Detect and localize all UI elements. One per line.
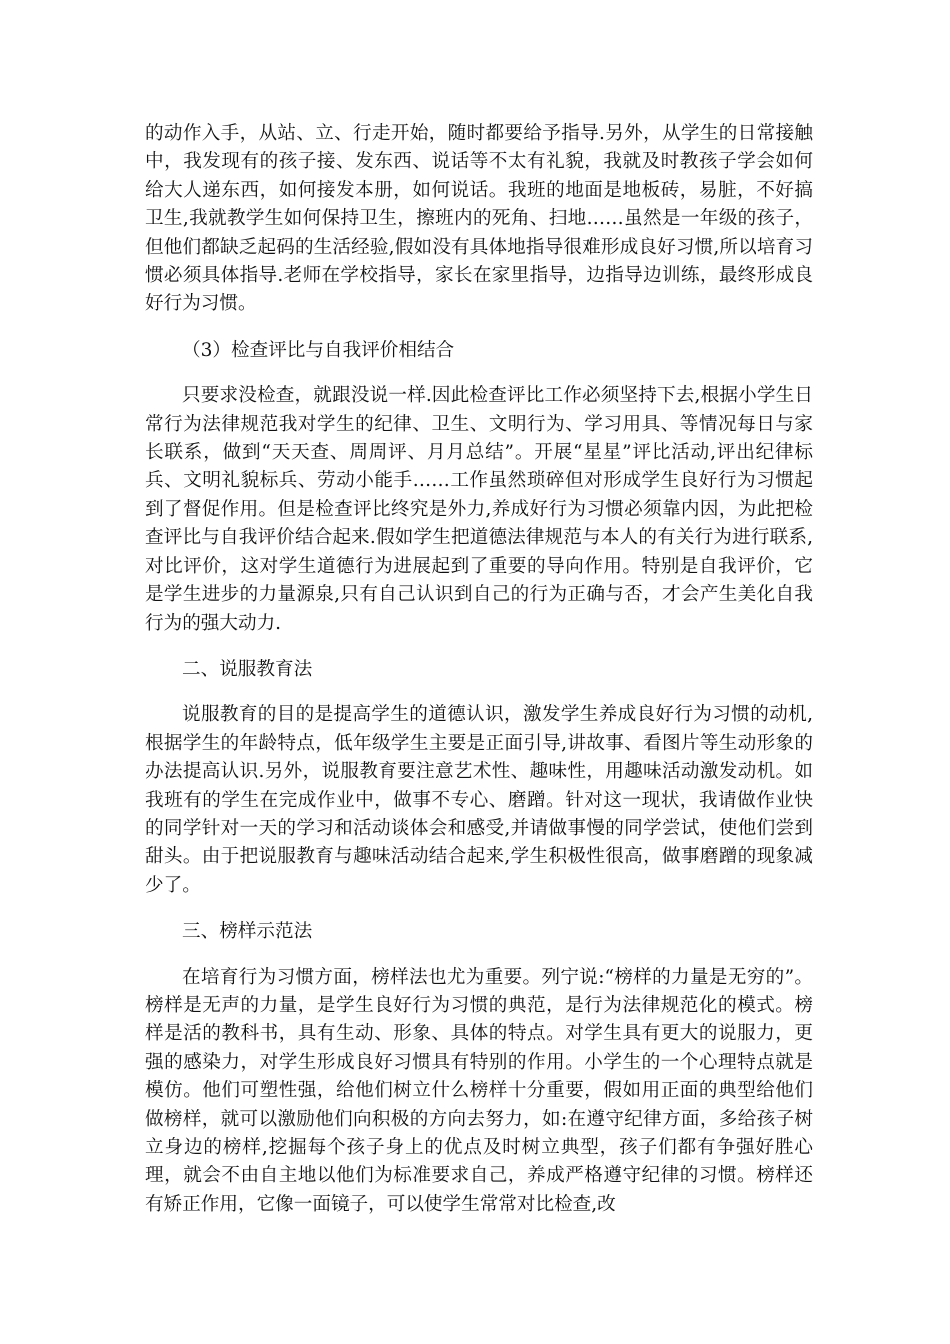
heading-persuasion-method: 二、说服教育法 — [182, 658, 313, 680]
document-body — [145, 120, 813, 1219]
paragraph-inspection-evaluation: 只要求没检查，就跟没说一样.因此检查评比工作必须坚持下去,根据小学生日常行为法律规范我对学生的纪律、卫生、文明行为、学习用具、等情况每日与家长联系，做到“天天查、周周评、月月总结”。开展“星星”评比活动,评出纪律标兵、文明礼貌标兵、劳动小能手……工作虽然琐碎但对形成学生良好行为习惯起到了督促作用。但是检查评比终究是外力,养成好行为习惯必须靠内因，为此把检查评比与自我评价结合起来.假如学生把道德法律规范与本人的有关行为进行联系,对比评价，这对学生道德行为进展起到了重要的导向作用。特别是自我评价，它是学生进步的力量源泉,只有自己认识到自己的行为正确与否，才会产生美化自我行为的强大动力. — [145, 385, 813, 634]
paragraph-role-model-method: 在培育行为习惯方面，榜样法也尤为重要。列宁说:“榜样的力量是无穷的”。榜样是无声的力量，是学生良好行为习惯的典范，是行为法律规范化的模式。榜样是活的教科书，具有生动、形象、具体的特点。对学生具有更大的说服力，更强的感染力，对学生形成良好习惯具有特别的作用。小学生的一个心理特点就是模仿。他们可塑性强，给他们树立什么榜样十分重要，假如用正面的典型给他们做榜样，就可以激励他们向积极的方向去努力，如:在遵守纪律方面，多给孩子树立身边的榜样,挖掘每个孩子身上的优点及时树立典型，孩子们都有争强好胜心理，就会不由自主地以他们为标准要求自己，养成严格遵守纪律的习惯。榜样还有矫正作用，它像一面镜子，可以使学生常常对比检查,改 — [145, 966, 813, 1215]
heading-role-model-method: 三、榜样示范法 — [182, 921, 313, 943]
heading-inspection-evaluation: （3）检查评比与自我评价相结合 — [182, 339, 455, 361]
paragraph-persuasion-method: 说服教育的目的是提高学生的道德认识，激发学生养成良好行为习惯的动机,根据学生的年龄特点，低年级学生主要是正面引导,讲故事、看图片等生动形象的办法提高认识.另外，说服教育要注意艺术性、趣味性，用趣味活动激发动机。如我班有的学生在完成作业中，做事不专心、磨蹭。针对这一现状，我请做作业快的同学针对一天的学习和活动谈体会和感受,并请做事慢的同学尝试，使他们尝到甜头。由于把说服教育与趣味活动结合起来,学生积极性很高，做事磨蹭的现象减少了。 — [145, 704, 813, 896]
paragraph-action-guidance: 的动作入手，从站、立、行走开始，随时都要给予指导.另外，从学生的日常接触中，我发现有的孩子接、发东西、说话等不太有礼貌，我就及时教孩子学会如何给大人递东西，如何接发本册，如何说话。我班的地面是地板砖，易脏，不好搞卫生,我就教学生如何保持卫生，擦班内的死角、扫地……虽然是一年级的孩子，但他们都缺乏起码的生活经验,假如没有具体地指导很难形成良好习惯,所以培育习惯必须具体指导.老师在学校指导，家长在家里指导，边指导边训练，最终形成良好行为习惯。 — [145, 123, 813, 315]
